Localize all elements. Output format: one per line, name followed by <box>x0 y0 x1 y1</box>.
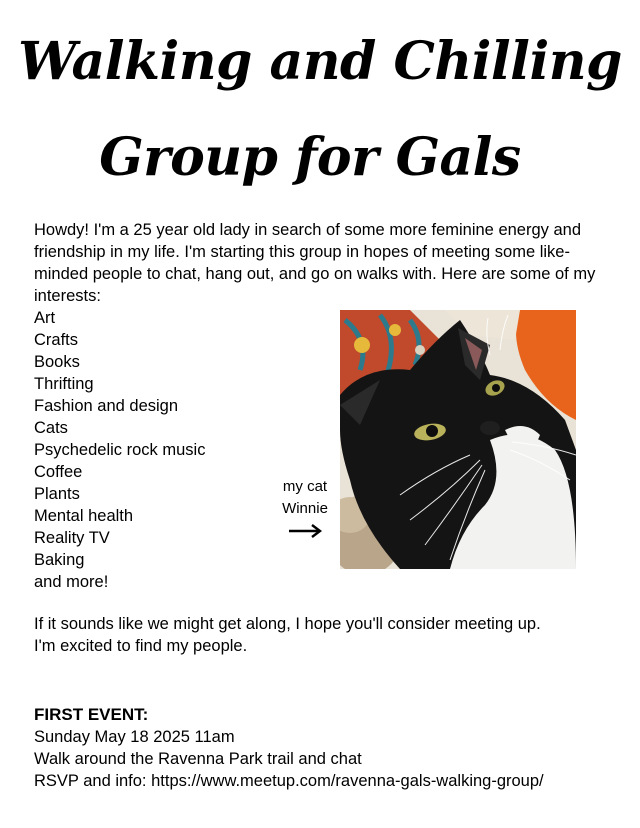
list-item: Crafts <box>34 331 79 349</box>
list-item: Fashion and design <box>34 397 179 415</box>
event-section <box>34 704 624 792</box>
list-item: Mental health <box>34 507 134 525</box>
cat-photo <box>340 310 576 569</box>
interests-list <box>34 307 205 593</box>
caption-line: my cat <box>282 478 328 495</box>
list-item: Art <box>34 309 56 327</box>
event-rsvp: RSVP and info: https://www.meetup.com/ravenna-gals-walking-group/ <box>34 772 544 790</box>
title-line-1: Walking and Chilling <box>18 31 622 92</box>
event-date: Sunday May 18 2025 11am <box>34 728 235 746</box>
caption-line: Winnie <box>282 500 328 517</box>
list-item: Books <box>34 353 80 371</box>
intro-paragraph: Howdy! I'm a 25 year old lady in search of some more feminine energy and friendship in my life. I'm starting this group in hopes of meeting some like-minded people to chat, hang out, and go on walks with. Here are some of my interests: <box>34 221 596 305</box>
event-heading: FIRST EVENT: <box>34 705 149 724</box>
list-item: Plants <box>34 485 80 503</box>
outro-line: I'm excited to find my people. <box>34 637 248 655</box>
list-item: Thrifting <box>34 375 94 393</box>
list-item: Coffee <box>34 463 83 481</box>
list-item: Cats <box>34 419 68 437</box>
list-item: Reality TV <box>34 529 110 547</box>
list-item: Baking <box>34 551 85 569</box>
outro-line: If it sounds like we might get along, I hope you'll consider meeting up. <box>34 615 541 633</box>
list-item: and more! <box>34 573 109 591</box>
title-line-2: Group for Gals <box>99 127 521 188</box>
photo-caption <box>272 476 338 520</box>
event-description: Walk around the Ravenna Park trail and chat <box>34 750 362 768</box>
outro-paragraph <box>34 613 624 657</box>
right-arrow-icon <box>287 523 323 539</box>
list-item: Psychedelic rock music <box>34 441 206 459</box>
